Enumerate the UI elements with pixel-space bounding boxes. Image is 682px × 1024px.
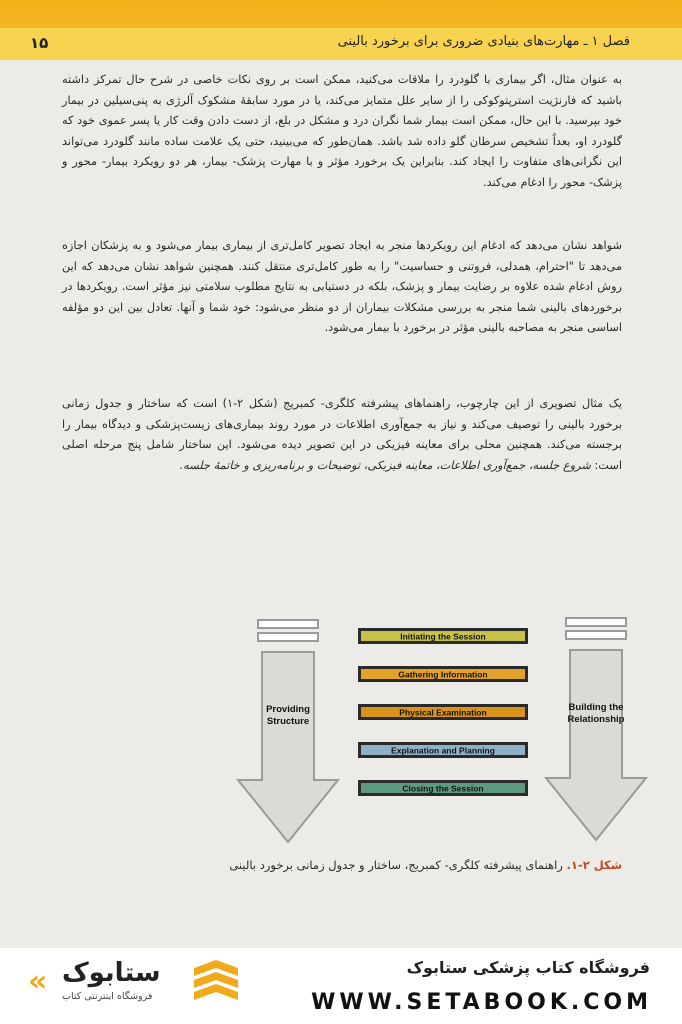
left-arrow-label: Providing Structure [266,704,310,727]
figure-calgary-cambridge [0,600,682,860]
stage-label: Closing the Session [402,783,484,794]
stage-label: Gathering Information [398,669,488,680]
stage-label: Initiating the Session [400,631,486,642]
logo-brand: ستابوک [62,958,161,988]
page-number: ۱۵ [30,34,49,52]
paragraph-3-italic: شروع جلسه، جمع‌آوری اطلاعات، معاینه فیزیکی، توضیحات و برنامه‌ریزی و خاتمهٔ جلسه. [179,458,591,472]
logo-tagline: فروشگاه اینترنتی کتاب [62,991,153,1002]
left-arrow [238,652,338,842]
paragraph-3-text: یک مثال تصویری از این چارچوب، راهنماهای پیشرفته کلگری- کمبریج (شکل ۲-۱) است که ساختار و جدول زمانی برخورد بالینی را توصیف می‌کند و نیاز به جمع‌آوری اطلاعات در مورد روند بیماری‌های زیست‌پزشکی و دیدگاه بیمار را برجسته می‌کند. همچنین محلی برای معاینه فیزیکی در این تصویر دیده می‌شود. این ساختار شامل پنج مرحله اصلی است: [62,397,622,472]
stage-boxes [358,628,528,796]
caption-label: شکل ۲-۱. [566,858,622,872]
store-url[interactable]: WWW.SETABOOK.COM [311,990,652,1015]
setabook-mark-icon [190,960,242,1010]
paragraph-2: شواهد نشان می‌دهد که ادغام این رویکردها منجر به ایجاد تصویر کامل‌تری از بیماری بیمار می‌شود و به پزشکان اجازه می‌دهد تا "احترام، همدلی، فروتنی و حساسیت" را به طور کامل‌تری منتقل کنند. همچنین شواهد نشان می‌دهد که این روش ادغام شده علاوه بر رضایت بیمار و پزشک، بلکه در دستیابی به نتایج مطلوب سلامتی نیز مؤثر است. رویکردها در برخوردهای بالینی شما منجر به بررسی مشکلات بیماران از دو منظر می‌شود: خود شما و آنها. تعادل بین این دو مؤلفه اساسی منجر به مصاحبه بالینی مؤثر در برخورد با بیمار می‌شود. [62,239,622,334]
right-bars [566,618,626,639]
paragraph-3 [62,394,622,476]
caption-text: راهنمای پیشرفته کلگری- کمبریج، ساختار و جدول زمانی برخورد بالینی [229,858,563,872]
stage-label: Physical Examination [399,707,487,718]
figure-caption [229,858,622,872]
stage-label: Explanation and Planning [391,745,495,756]
figure-diagram [0,600,682,860]
left-bars [258,620,318,641]
right-arrow [546,650,646,840]
chapter-title: فصل ۱ ـ مهارت‌های بنیادی ضروری برای برخورد بالینی [337,34,630,49]
right-arrow-label: Building the Relationship [567,702,625,725]
chevron-icon: « [28,964,48,999]
store-name: فروشگاه کتاب پزشکی ستابوک [406,958,650,977]
paragraph-1: به عنوان مثال، اگر بیماری با گلودرد را ملاقات می‌کنید، ممکن است بر روی نکات خاصی در شرح حال تمرکز داشته باشید که فارنژیت استرپتوکوکی را از سایر علل متمایز می‌کند، یا در مورد سابقهٔ مشکوک آلرژی به پنی‌سیلین در بیمار خود بپرسید. با این حال، ممکن است بیمار شما نگران درد و مشکل در بلع، از دست دادن وقت کار یا پسر عموی خود که گلودرد او، بعداً تشخیص سرطان گلو داده شد باشد. همان‌طور که می‌بینید، حتی یک علامت ساده مانند گلودرد می‌تواند این نگرانی‌های متفاوت را ایجاد کند. بنابراین یک برخورد مؤثر و با مهارت پزشک- بیمار، هر دو رویکرد بیمار- محور و پزشک- محور را ادغام می‌کند. [62,73,622,189]
